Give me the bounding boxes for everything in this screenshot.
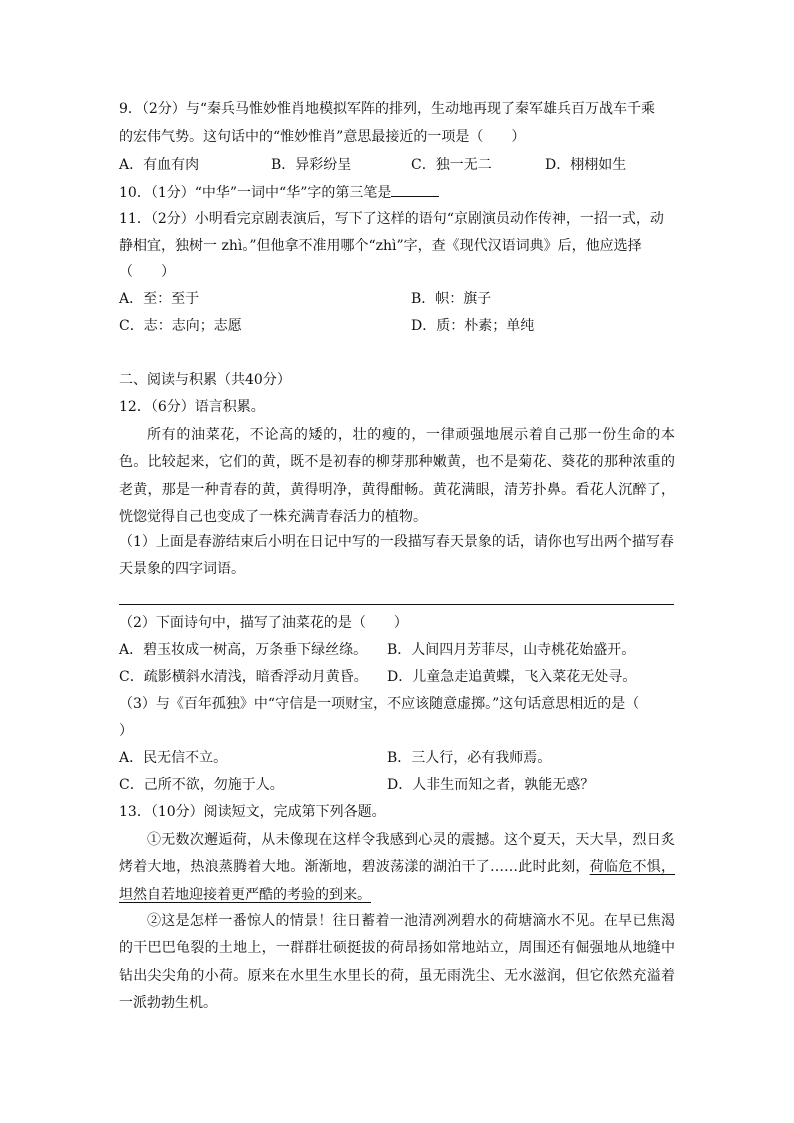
q10-answer-blank (391, 182, 439, 197)
section-2-heading: 二、阅读与积累（共40分） (119, 372, 291, 388)
q11-option-a: A．至：至于 (119, 291, 200, 307)
q11-line-3: （ ） (119, 264, 175, 280)
q11-line-1: 11．（2分）小明看完京剧表演后，写下了这样的语句“京剧演员动作传神，一招一式，动 (119, 211, 664, 227)
q9-option-c: C．独一无二 (411, 157, 492, 173)
q13-underlined-sentence: 荷临危不惧，坦然自若地迎接着更严酷的考验的到来。 (119, 859, 676, 903)
q12-title: 12．（6分）语言积累。 (119, 399, 265, 415)
q13-paragraph-2: ②这是怎样一番惊人的情景！往日蓄着一池清冽冽碧水的荷塘滴水不见。在早已焦渴的干巴巴龟裂的土地上，一群群壮硕挺拔的荷昂扬如常地站立，周围还有倔强地从地缝中钻出尖尖角的小荷。原来在水里生水里长的荷，虽无雨洗尘、无水滋润，但它依然充溢着一派勃勃生机。 (119, 913, 675, 1011)
q13-paragraph-1-text: ①无数次邂逅荷，从未像现在这样令我感到心灵的震撼。这个夏天，天大旱，烈日炙烤着大地，热浪蒸腾着大地。渐渐地，碧波荡漾的湖泊干了……此时此刻， (119, 832, 675, 876)
q11-line-2: 静相宜，独树一 zhì。”但他拿不准用哪个“zhì”字，查《现代汉语词典》后，他应选择 (119, 238, 642, 254)
q9-option-b: B．异彩纷呈 (271, 157, 352, 173)
q12-sub2-option-d: D．儿童急走追黄蝶，飞入菜花无处寻。 (387, 669, 637, 685)
q13-title: 13．（10分）阅读短文，完成第下列各题。 (119, 804, 386, 820)
q12-sub2-option-b: B．人间四月芳菲尽，山寺桃花始盛开。 (387, 642, 636, 658)
q12-sub1-line-2: 天景象的四字词语。 (119, 561, 245, 577)
q12-sub3-line-2: ） (119, 723, 133, 739)
q9-option-d: D．栩栩如生 (545, 157, 627, 173)
q9-line-2: 的宏伟气势。这句话中的“惟妙惟肖”意思最接近的一项是（ ） (119, 129, 526, 145)
q11-option-b: B．帜：旗子 (411, 291, 492, 307)
q12-sub2-question: （2）下面诗句中，描写了油菜花的是（ ） (119, 615, 408, 631)
q13-paragraph-1 (119, 827, 675, 909)
q12-sub2-option-a: A．碧玉妆成一树高，万条垂下绿丝绦。 (119, 642, 368, 658)
q9-line-1: 9．（2分）与“秦兵马惟妙惟肖地模拟军阵的排列，生动地再现了秦军雄兵百万战车千乘 (119, 101, 655, 117)
q10-line (119, 182, 679, 203)
q12-sub3-option-b: B．三人行，必有我师焉。 (387, 750, 552, 766)
q9-option-a: A．有血有肉 (119, 157, 200, 173)
q12-sub2-option-c: C．疏影横斜水清浅，暗香浮动月黄昏。 (119, 669, 368, 685)
q11-option-d: D．质：朴素；单纯 (411, 318, 535, 334)
q12-answer-line (119, 604, 674, 605)
q12-sub3-option-a: A．民无信不立。 (119, 750, 228, 766)
q12-sub3-option-d: D．人非生而知之者，孰能无惑？ (387, 777, 595, 793)
q12-passage: 所有的油菜花，不论高的矮的，壮的瘦的，一律顽强地展示着自己那一份生命的本色。比较起来，它们的黄，既不是初春的柳芽那种嫩黄，也不是菊花、葵花的那种浓重的老黄，那是一种青春的黄，黄得明净，黄得酣畅。黄花满眼，清芳扑鼻。看花人沉醉了，恍惚觉得自己也变成了一株充满青春活力的植物。 (119, 427, 675, 525)
q12-sub3-option-c: C．己所不欲，勿施于人。 (119, 777, 284, 793)
q12-sub1-line-1: （1）上面是春游结束后小明在日记中写的一段描写春天景象的话，请你也写出两个描写春 (119, 534, 674, 550)
q11-option-c: C．志：志向；志愿 (119, 318, 242, 334)
q12-sub3-line-1: （3）与《百年孤独》中“守信是一项财宝，不应该随意虚掷。”这句话意思相近的是（ (119, 696, 640, 712)
q10-text: 10．（1分）“中华”一词中“华”字的第三笔是 (119, 185, 392, 201)
